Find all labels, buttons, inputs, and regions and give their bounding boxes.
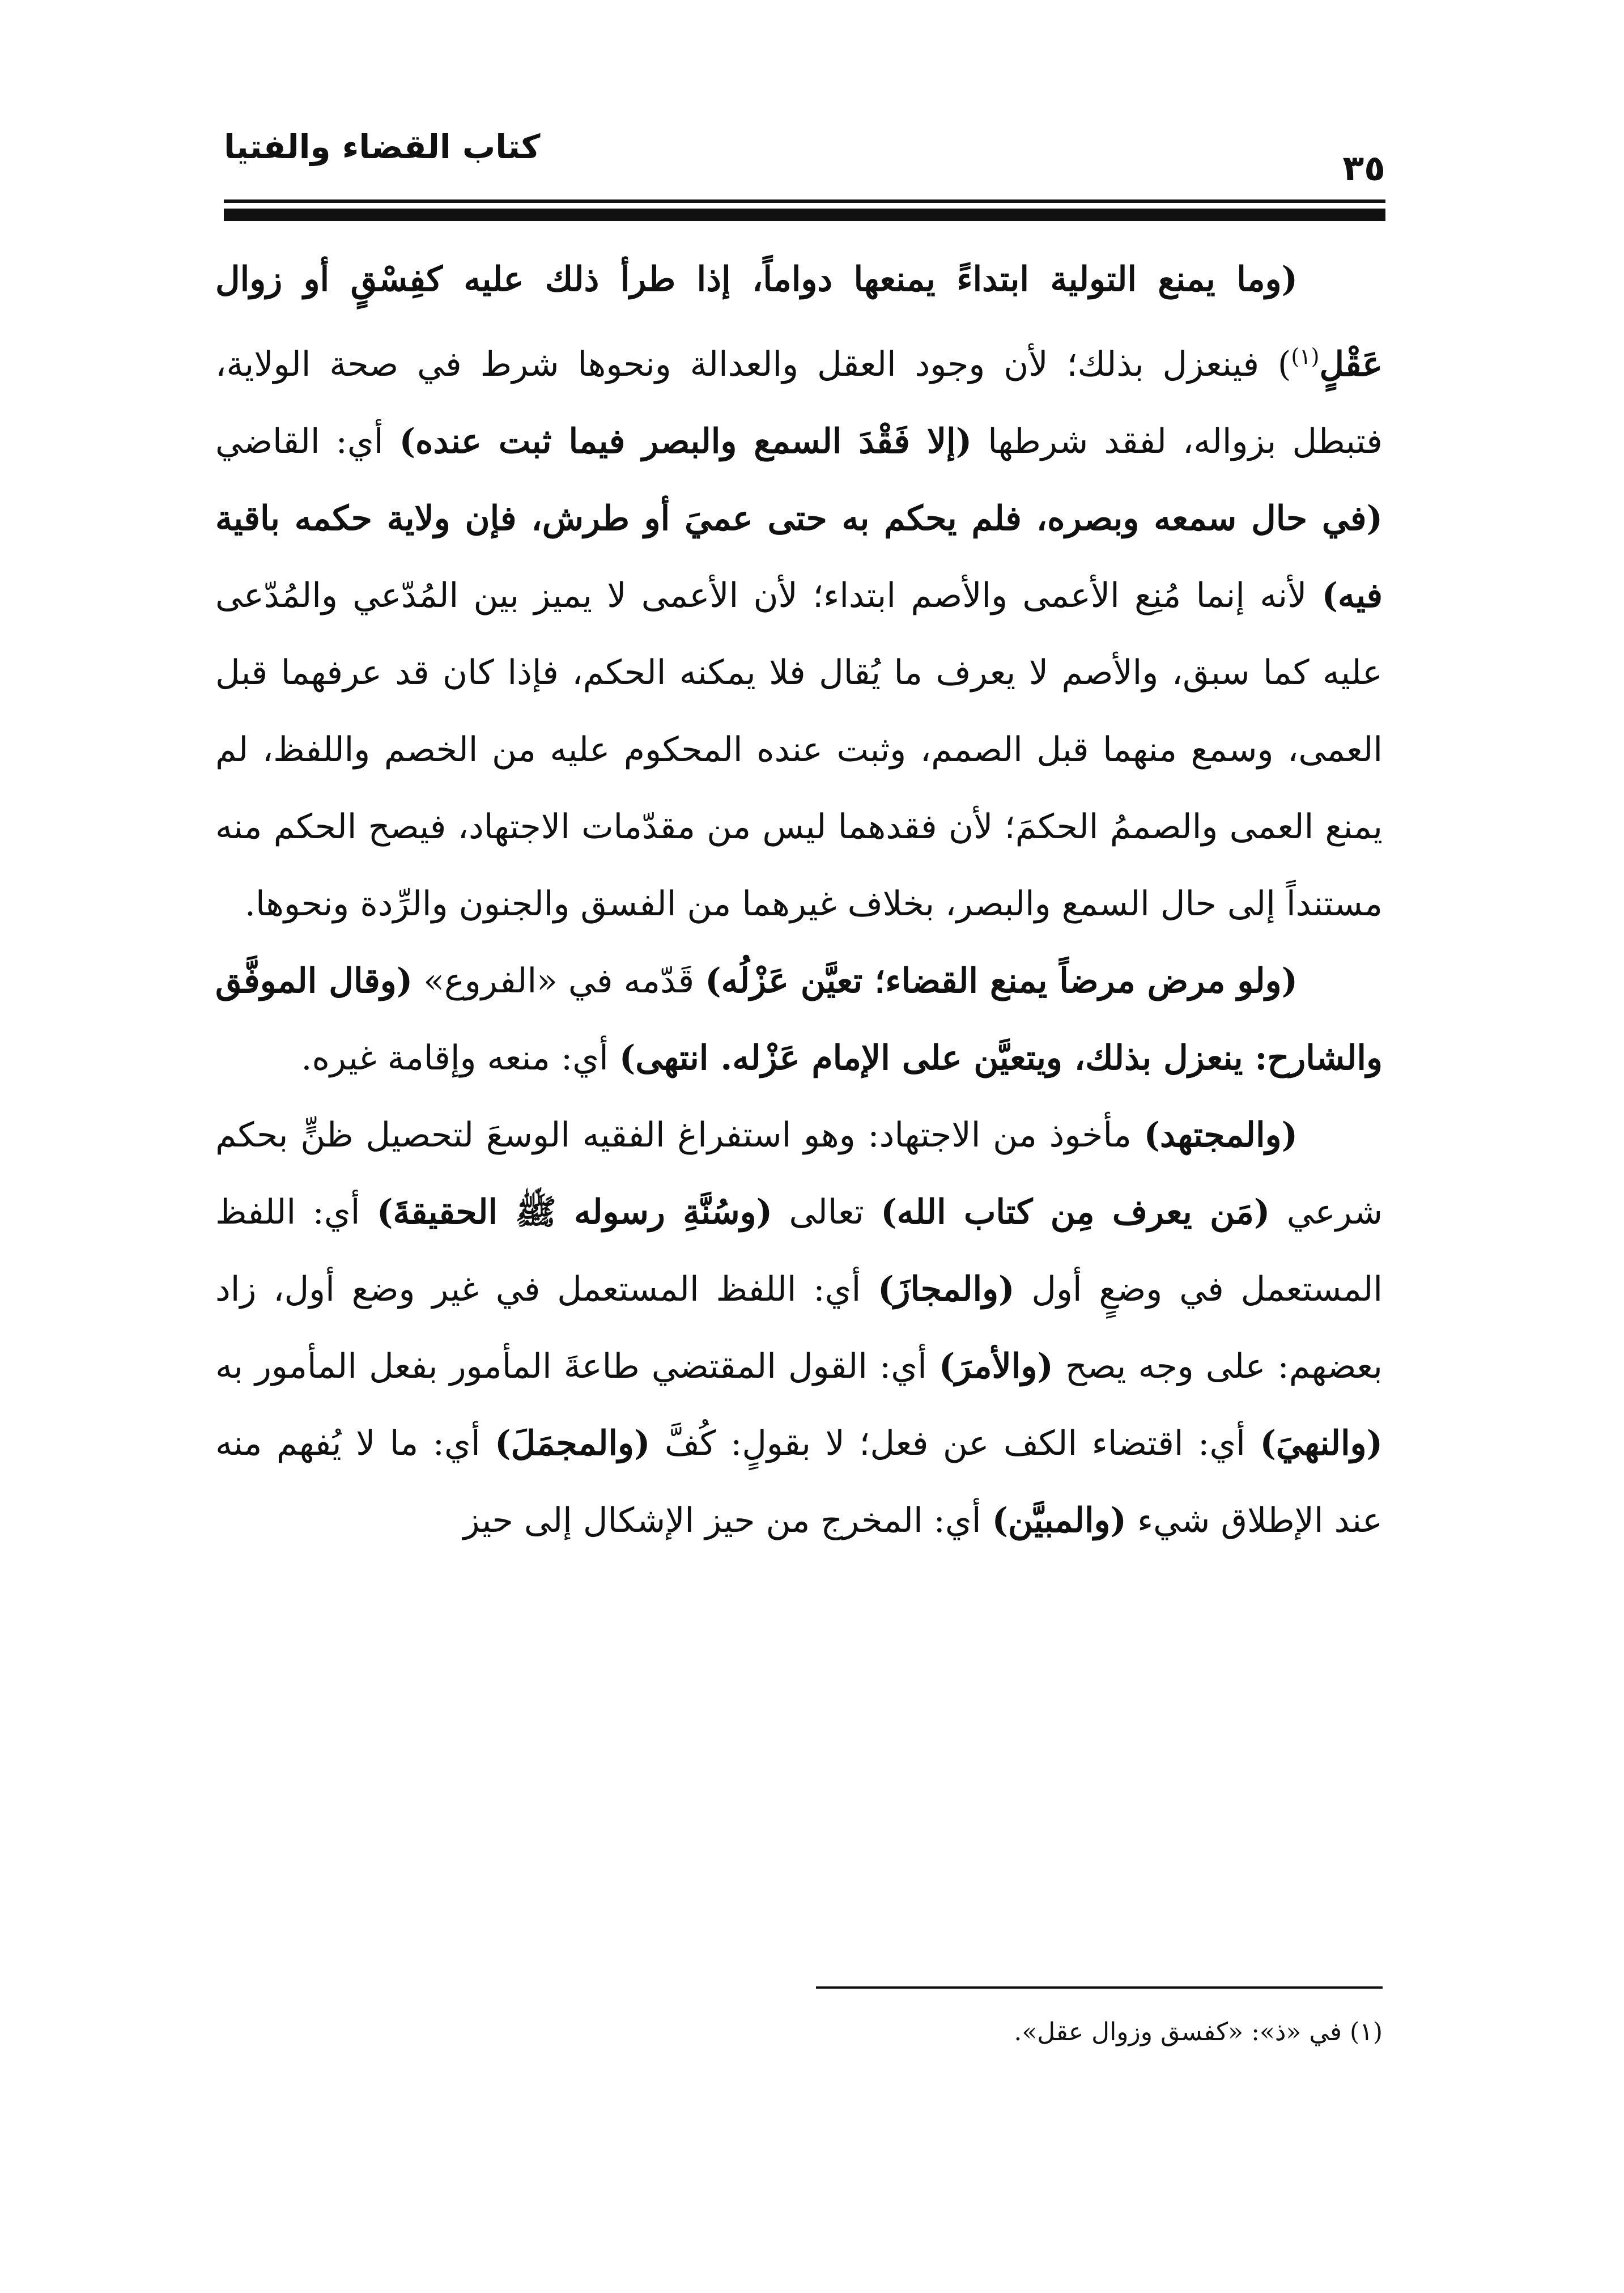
paragraph-1: [215, 241, 1383, 942]
text-run: أي: اللفظ المستعمل في وضعٍ أول: [215, 1192, 1383, 1309]
text-run: أي: ما لا يُفهم منه عند الإطلاق شيء: [215, 1424, 1383, 1540]
text-run: (والمجتهد): [1143, 1115, 1298, 1155]
text-run: (وسُنَّةِ رسوله ﷺ الحقيقةَ): [376, 1192, 773, 1232]
header-rule-thin: [224, 199, 1385, 203]
text-run: (والمجازَ): [878, 1269, 1015, 1309]
text-run: (والمجمَلَ): [495, 1424, 651, 1463]
text-run: مأخوذ من الاجتهاد: وهو استفراغ الفقيه الوسعَ لتحصيل ظنٍّ بحكم شرعي: [215, 1115, 1383, 1232]
text-run: أي: اقتضاء الكف عن فعل؛ لا بقولٍ: كُفَّ: [650, 1424, 1260, 1463]
text-run: (وما يمنع التولية ابتداءً يمنعها دواماً، إذا طرأ ذلك عليه كفِسْقٍ أو زوال عَقْلٍ: [215, 260, 1383, 384]
text-run: أي: المخرج من حيز الإشكال إلى حيز: [463, 1501, 992, 1540]
header-title: كتاب القضاء والفتيا: [224, 128, 541, 166]
text-run: (وقال الموفَّق والشارح: ينعزل بذلك، ويتعيَّن على الإمام عَزْله. انتهى): [215, 961, 1383, 1078]
text-run: لأنه إنما مُنِع الأعمى والأصم ابتداء؛ لأن الأعمى لا يميز بين المُدّعي والمُدّعى عليه كما سبق، والأصم لا يعرف ما يُقال فلا يمكنه الحكم، فإذا كان قد عرفهما قبل العمى، وسمع منهما قبل الصمم، وثبت عنده المحكوم عليه من الخصم واللفظ، لم يمنع العمى والصممُ الحكمَ؛ لأن فقدهما ليس من مقدّمات الاجتهاد، فيصح الحكم منه مستنداً إلى حال السمع والبصر، بخلاف غيرهما من الفسق والجنون والرِّدة ونحوها.: [215, 576, 1383, 924]
text-run: (مَن يعرف مِن كتاب الله): [881, 1192, 1270, 1232]
text-run: أي: اللفظ المستعمل في غير وضع أول، زاد بعضهم: على وجه يصح: [215, 1269, 1383, 1386]
body-text: [215, 241, 1383, 1559]
text-run: (إلا فَقْدَ السمع والبصر فيما ثبت عنده): [399, 422, 972, 461]
text-run: (والنهيَ): [1260, 1424, 1383, 1463]
text-run: تعالى: [772, 1192, 881, 1232]
header-rule-thick: [224, 209, 1385, 221]
text-run: (والمبيَّن): [992, 1501, 1126, 1540]
page-number: ٣٥: [1342, 147, 1385, 189]
footnote: (١) في «ذ»: «كفسق وزوال عقل».: [1014, 2018, 1383, 2046]
text-run: (ولو مرض مرضاً يمنع القضاء؛ تعيَّن عَزْلُه): [705, 961, 1298, 1001]
text-run: (والأمرَ): [938, 1347, 1053, 1386]
text-run: أي: القول المقتضي طاعةَ المأمور بفعل المأمور به: [215, 1347, 939, 1386]
running-header: [224, 122, 1385, 189]
text-run: أي: القاضي: [215, 422, 399, 461]
footnote-rule: [816, 1986, 1383, 1989]
text-run: قَدّمه في «الفروع»: [413, 961, 705, 1001]
footnote-marker: (١): [1291, 344, 1320, 369]
text-run: أي: منعه وإقامة غيره.: [301, 1038, 619, 1078]
text-run: (في حال سمعه وبصره، فلم يحكم به حتى عميَ أو طرش، فإن ولاية حكمه باقية فيه): [215, 499, 1383, 615]
paragraph-2: [215, 942, 1383, 1097]
paragraph-3: [215, 1097, 1383, 1559]
text-run: ) فينعزل بذلك؛ لأن وجود العقل والعدالة ونحوها شرط في صحة الولاية، فتبطل بزواله، لفقد شرطها: [215, 345, 1383, 461]
